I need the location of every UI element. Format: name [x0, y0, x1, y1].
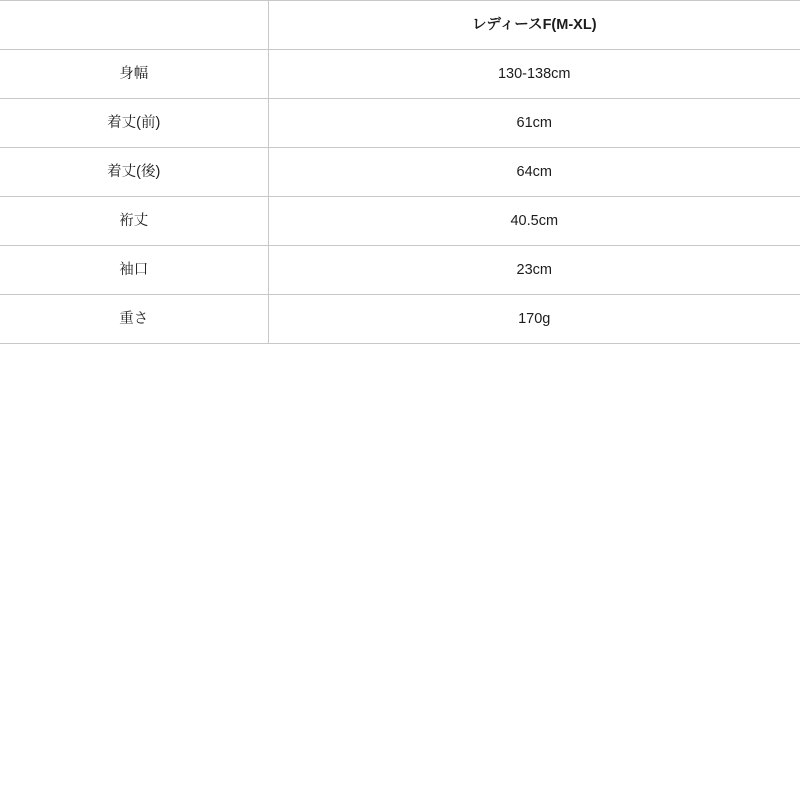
row-value-cuff: 23cm	[268, 246, 800, 295]
row-value-body-width: 130-138cm	[268, 50, 800, 99]
row-label-body-width: 身幅	[0, 50, 268, 99]
table-row	[0, 197, 800, 246]
table-row	[0, 99, 800, 148]
row-label-sleeve-length: 裄丈	[0, 197, 268, 246]
row-value-back-length: 64cm	[268, 148, 800, 197]
table-row	[0, 148, 800, 197]
table-row	[0, 246, 800, 295]
table-row	[0, 295, 800, 344]
row-value-front-length: 61cm	[268, 99, 800, 148]
table-row	[0, 50, 800, 99]
table-header-size: レディースF(M-XL)	[268, 1, 800, 50]
row-label-weight: 重さ	[0, 295, 268, 344]
row-label-cuff: 袖口	[0, 246, 268, 295]
table-header-row	[0, 1, 800, 50]
empty-area	[0, 344, 800, 799]
row-value-sleeve-length: 40.5cm	[268, 197, 800, 246]
row-label-front-length: 着丈(前)	[0, 99, 268, 148]
row-label-back-length: 着丈(後)	[0, 148, 268, 197]
row-value-weight: 170g	[268, 295, 800, 344]
table-corner-cell	[0, 1, 268, 50]
size-specification-table	[0, 0, 800, 344]
